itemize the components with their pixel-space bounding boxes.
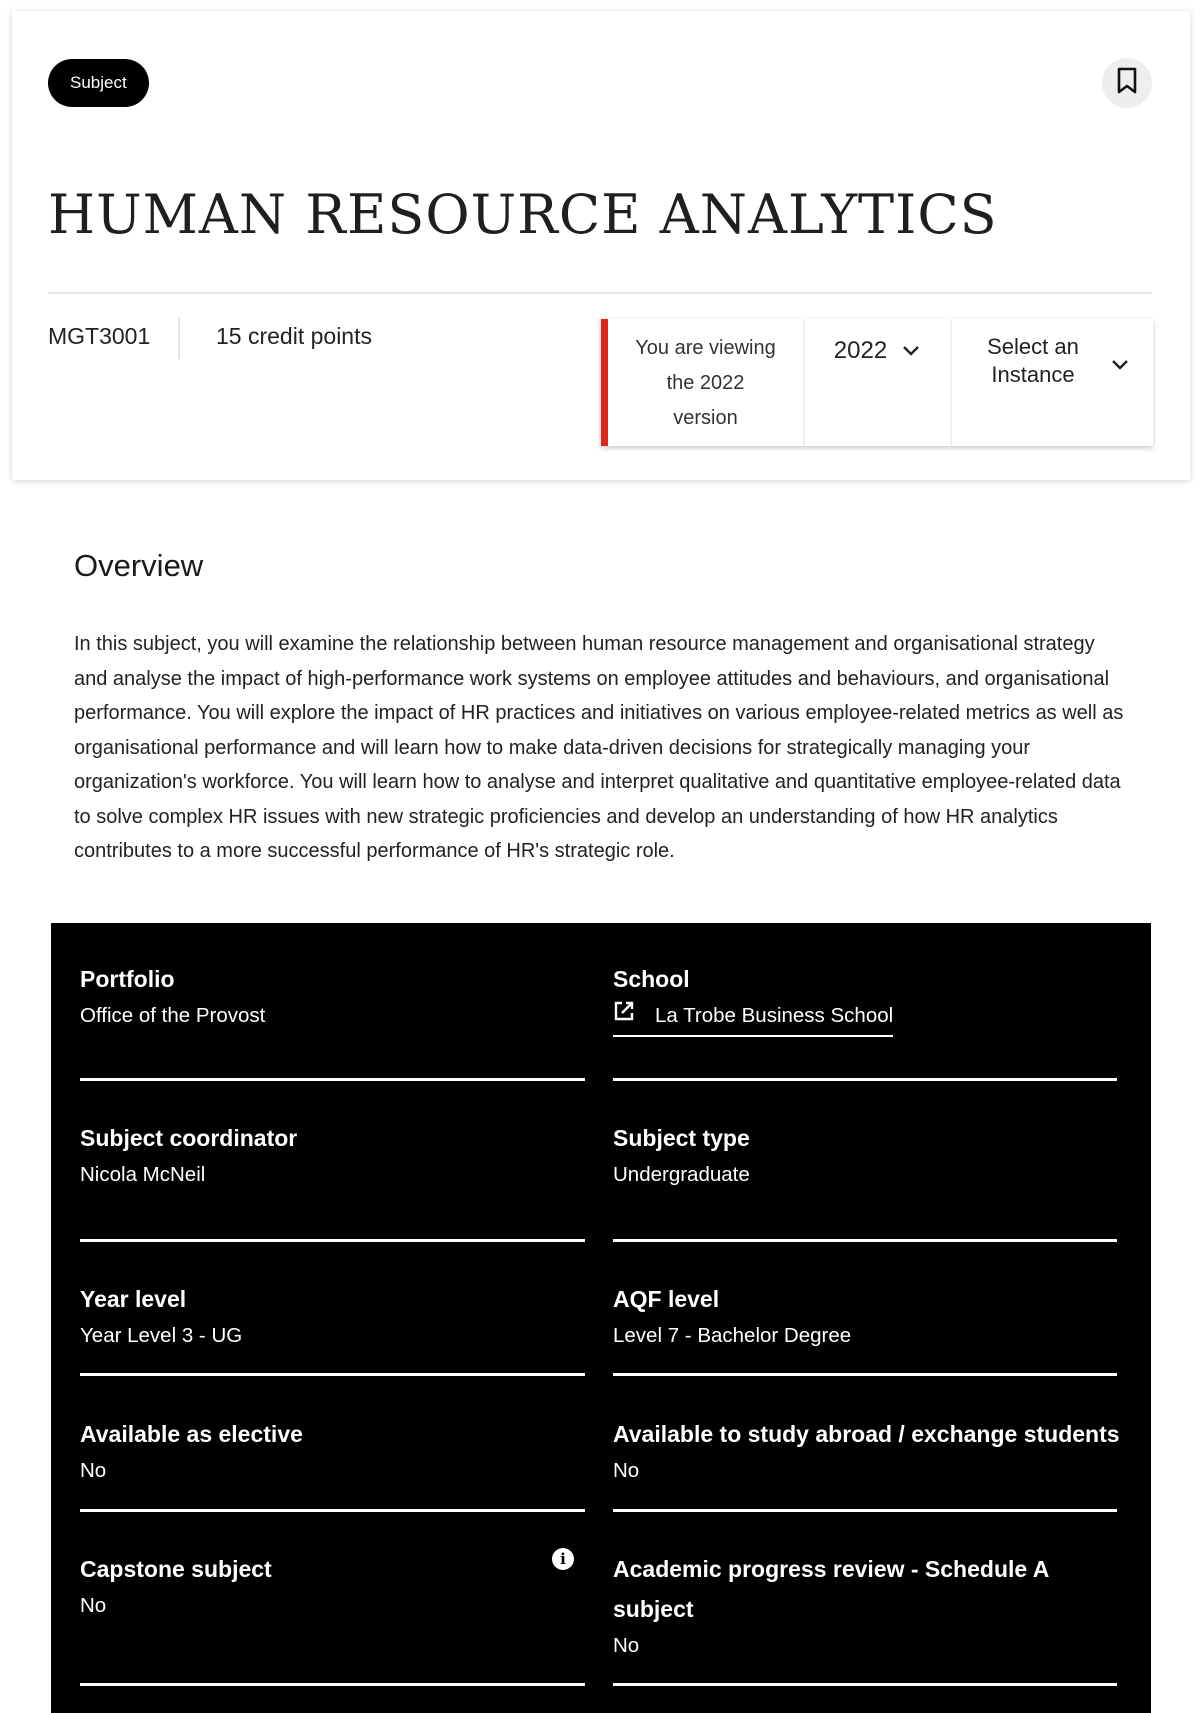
detail-subject-type <box>613 1118 750 1192</box>
version-note-line: You are viewing <box>635 337 776 359</box>
version-note-line: the 2022 <box>666 372 745 394</box>
detail-value: No <box>80 1594 107 1617</box>
instance-label-line: Select an <box>987 334 1079 359</box>
chevron-down-icon <box>1110 353 1130 446</box>
detail-aqf-level <box>613 1279 851 1353</box>
detail-label-line: subject <box>613 1596 694 1622</box>
detail-label: Available to study abroad / exchange students <box>613 1421 1120 1447</box>
header-divider <box>48 292 1152 294</box>
detail-value: No <box>613 1459 640 1482</box>
meta-separator <box>178 317 180 359</box>
subject-details-panel <box>51 923 1151 1713</box>
detail-value: Nicola McNeil <box>80 1163 206 1186</box>
instance-label-line: Instance <box>991 362 1075 387</box>
detail-label: Available as elective <box>80 1421 303 1447</box>
instance-dropdown[interactable] <box>950 319 1153 446</box>
detail-label: Subject type <box>613 1125 750 1151</box>
row-divider <box>80 1239 585 1242</box>
row-divider <box>613 1683 1117 1686</box>
detail-school <box>613 959 893 1037</box>
info-icon[interactable]: i <box>552 1548 574 1570</box>
overview-text: In this subject, you will examine the relationship between human resource management and organisational strategy and analyse the impact of high-performance work systems on employee attitudes and behaviours, and organisational performance. You will explore the impact of HR practices and initiatives on various employee-related metrics as well as organisational performance and will learn how to make data-driven decisions for strategically managing your organization's workforce. You will learn how to analyse and interpret qualitative and quantitative employee-related data to solve complex HR issues with new strategic proficiencies and develop an understanding of how HR analytics contributes to a more successful performance of HR's strategic role. <box>74 633 1124 862</box>
row-divider <box>613 1373 1117 1376</box>
detail-value: No <box>80 1459 107 1482</box>
subject-header-card <box>12 11 1190 480</box>
detail-study-abroad <box>613 1414 1120 1488</box>
school-link-text: La Trobe Business School <box>655 1004 894 1027</box>
row-divider <box>613 1078 1117 1081</box>
version-note-line: version <box>673 407 738 429</box>
detail-value: Year Level 3 - UG <box>80 1324 243 1347</box>
detail-year-level <box>80 1279 242 1353</box>
detail-elective <box>80 1414 303 1488</box>
row-divider <box>613 1239 1117 1242</box>
year-value: 2022 <box>833 337 888 364</box>
detail-portfolio <box>80 959 265 1033</box>
row-divider <box>80 1509 585 1512</box>
detail-label: Year level <box>80 1286 187 1312</box>
row-divider <box>613 1509 1117 1512</box>
row-divider <box>80 1373 585 1376</box>
detail-label: School <box>613 966 690 992</box>
detail-academic-progress-review <box>613 1549 1049 1663</box>
detail-value: Level 7 - Bachelor Degree <box>613 1324 852 1347</box>
overview-heading: Overview <box>74 548 204 583</box>
detail-label: AQF level <box>613 1286 720 1312</box>
school-link[interactable] <box>613 999 893 1037</box>
detail-value: No <box>613 1634 640 1657</box>
detail-value: Undergraduate <box>613 1163 750 1186</box>
row-divider <box>80 1078 585 1081</box>
subject-pill: Subject <box>48 59 149 107</box>
instance-label <box>978 333 1088 446</box>
bookmark-button[interactable] <box>1102 58 1152 108</box>
chevron-down-icon <box>901 339 921 446</box>
version-selector <box>601 319 1153 446</box>
detail-label: Subject coordinator <box>80 1125 298 1151</box>
row-divider <box>80 1683 585 1686</box>
version-note <box>601 319 803 446</box>
detail-value: Office of the Provost <box>80 1004 266 1027</box>
detail-coordinator <box>80 1118 297 1192</box>
external-link-icon <box>613 999 655 1033</box>
detail-capstone <box>80 1549 585 1623</box>
credit-points: 15 credit points <box>216 323 372 349</box>
page-title: HUMAN RESOURCE ANALYTICS <box>48 183 998 246</box>
year-dropdown[interactable] <box>803 319 950 446</box>
bookmark-icon <box>1116 67 1138 100</box>
detail-label: Portfolio <box>80 966 175 992</box>
detail-label-line: Academic progress review - Schedule A <box>613 1556 1050 1582</box>
subject-code: MGT3001 <box>48 323 151 349</box>
detail-label: Capstone subject <box>80 1556 272 1582</box>
